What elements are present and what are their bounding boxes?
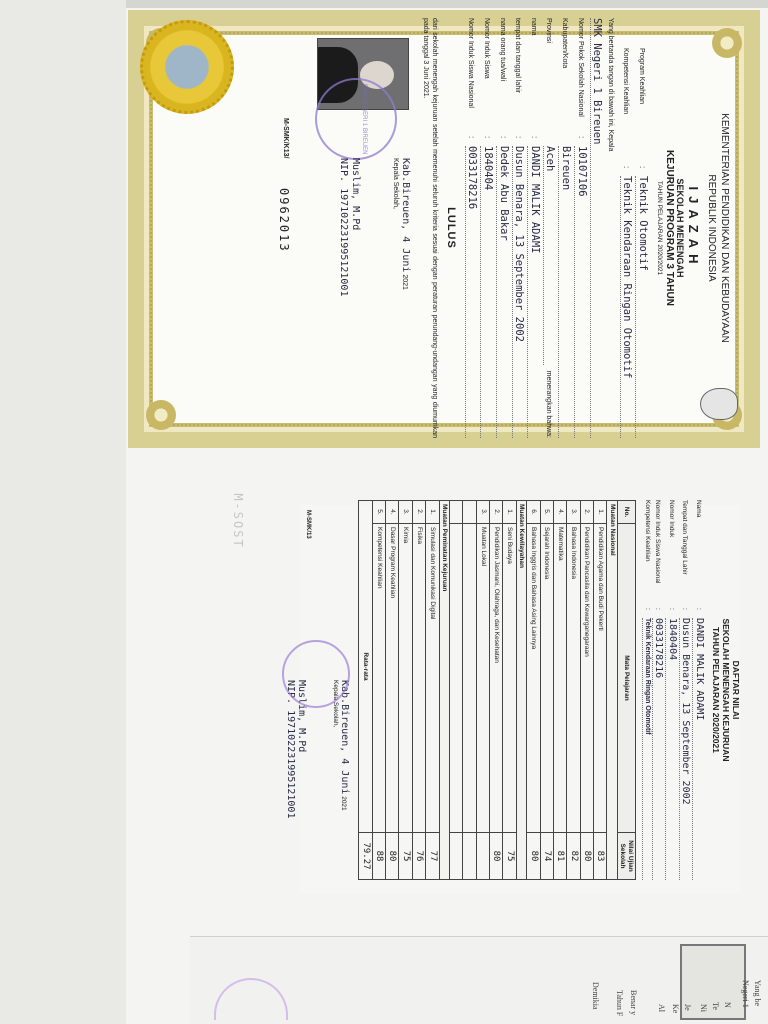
g-nis-value: 1840404 (665, 618, 678, 880)
g-comp-row: Kompetensi Keahlian : Teknik Kendaraan Ringan Otomotif (642, 500, 651, 880)
subject-name (450, 524, 463, 833)
p3-line8: Al (657, 1004, 666, 1012)
table-row (503, 501, 516, 880)
grades-title2: SEKOLAH MENENGAH KEJURUAN (721, 618, 732, 762)
grades-title1: DAFTAR NILAI (731, 660, 741, 720)
birth-label: tempat dan tanggal lahir (514, 18, 522, 94)
nis-value: 1840404 (480, 146, 494, 438)
graduation-status: LULUS (444, 207, 457, 249)
ministry-header (705, 18, 730, 438)
npsn-label: Nomor Pokok Sekolah Nasional (576, 18, 584, 117)
g-sign-year: 2021 (340, 796, 348, 811)
table-row (553, 501, 566, 880)
signer-nip: NIP. 197102231995121001 (337, 158, 349, 297)
grades-footer-code: M-SMK/13 (304, 510, 311, 539)
grades-signature-block (285, 680, 351, 880)
g-signer-title: Kepala Sekolah, (331, 680, 339, 728)
table-row (580, 501, 593, 880)
p3-line10: Tahun F (615, 990, 624, 1017)
subject-score: 75 (503, 833, 516, 880)
g-birth-value: Dusun Benara, 13 September 2002 (679, 618, 692, 880)
competency-label: Kompetensi Keahlian (622, 48, 630, 115)
province-label: Provinsi (545, 18, 553, 43)
table-row (450, 501, 463, 880)
g-birth-row: Tempat dan Tanggal Lahir : Dusun Benara, 13 September 2002 (679, 500, 692, 880)
subject-name: Bahasa Inggris dan Bahasa Asing Lainnya (527, 524, 540, 833)
certificate-content (136, 18, 736, 438)
sign-year: 2021 (400, 274, 408, 290)
province-row (543, 18, 557, 438)
grades-title3: TAHUN PELAJARAN 2020/2021 (711, 627, 722, 753)
grade-list-content (285, 500, 741, 880)
g-comp-label: Kompetensi Keahlian (643, 500, 651, 562)
row-number: 2. (490, 501, 503, 524)
group-name: Muatan Peminatan Kejuruan (439, 501, 449, 880)
subject-name: Seni Budaya (503, 524, 516, 833)
row-number: 4. (386, 501, 399, 524)
p3-line7: Ke (671, 1004, 680, 1014)
col-subject: Mata Pelajaran (617, 524, 635, 833)
col-no: No. (617, 501, 635, 524)
subject-name (463, 524, 476, 833)
row-number: 6. (527, 501, 540, 524)
subject-score: 80 (490, 833, 503, 880)
table-row (540, 501, 553, 880)
table-row (463, 501, 476, 880)
p3-line9: Benar y (629, 990, 638, 1016)
city-row (558, 18, 572, 438)
grades-body (372, 501, 617, 880)
school-type: SEKOLAH MENENGAH (675, 178, 686, 278)
average-value: 79.27 (359, 833, 372, 880)
school-year: TAHUN PELAJARAN 2020/2021 (655, 180, 663, 276)
birth-row: tempat dan tanggal lahir : Dusun Benara, 13 September 2002 (512, 18, 526, 438)
program-title: KEJURUAN PROGRAM 3 TAHUN (663, 150, 675, 306)
subject-name: Kompetensi Keahlian (372, 524, 385, 833)
subject-name: Fisika (412, 524, 425, 833)
table-row (386, 501, 399, 880)
subject-score: 80 (580, 833, 593, 880)
g-comp-value: Teknik Kendaraan Ringan Otomotif (642, 618, 651, 880)
grades-table (358, 500, 635, 880)
school-stamp (315, 78, 397, 160)
group-name: Muatan Kewilayahan (516, 501, 526, 880)
garuda-emblem-icon (700, 388, 738, 420)
p3-line2: Negeri 1 (741, 980, 750, 1008)
nisn-label: Nomor Induk Siswa Nasional (467, 18, 475, 108)
g-nisn-row: Nomor Induk Siswa Nasional : 0033178216 (652, 500, 665, 880)
school-name: SMK Negeri 1 Bireuen (590, 18, 604, 438)
subject-score: 82 (567, 833, 580, 880)
city-value: Bireuen (558, 146, 572, 438)
nis-row: Nomor Induk Siswa : 1840404 (480, 18, 494, 438)
subject-name: Pendidikan Pancasila dan Kewarganegaraan (580, 524, 593, 833)
average-row (359, 501, 372, 880)
subject-score: 80 (386, 833, 399, 880)
explains-text: menerangkan bahwa: (545, 370, 553, 438)
birth-value: Dusun Benara, 13 September 2002 (512, 146, 526, 438)
subject-name: Bahasa Indonesia (567, 524, 580, 833)
province-value: Aceh (543, 146, 557, 365)
subject-name: Simulasi dan Komunikasi Digital (426, 524, 439, 833)
table-row (426, 501, 439, 880)
competency-value: Teknik Kendaraan Ringan Otomotif (620, 176, 634, 438)
school-row (590, 18, 604, 438)
signature-area (337, 158, 411, 408)
row-number: 5. (372, 501, 385, 524)
subject-score: 88 (372, 833, 385, 880)
subject-score: 77 (426, 833, 439, 880)
table-row (412, 501, 425, 880)
subject-score: 76 (412, 833, 425, 880)
row-number: 1. (593, 501, 606, 524)
scanner-margin (0, 0, 126, 1024)
table-row (476, 501, 489, 880)
g-name-row: Nama : DANDI MALIK ADAMI (692, 500, 705, 880)
average-label: Rata-rata (359, 501, 372, 833)
table-row (593, 501, 606, 880)
stamp-mark-text: M-SOST (231, 493, 245, 549)
table-row (399, 501, 412, 880)
program-row: Program Keahlian : Teknik Otomotif (635, 18, 649, 438)
p3-line1: Yang be (753, 980, 762, 1007)
g-nis-label: Nomor Induk (667, 500, 675, 538)
subject-name: Matematika (553, 524, 566, 833)
subject-name: Pendidikan Agama dan Budi Pekerti (593, 524, 606, 833)
certificate-title: IJAZAH (686, 186, 701, 270)
subject-score: 75 (399, 833, 412, 880)
table-row (567, 501, 580, 880)
competency-row: Kompetensi Keahlian : Teknik Kendaraan Ringan Otomotif (620, 18, 634, 438)
row-number: 3. (567, 501, 580, 524)
nis-label: Nomor Induk Siswa (483, 18, 491, 79)
subject-name: Dasar Program Keahlian (386, 524, 399, 833)
grades-group-row (607, 501, 617, 880)
certificate-number: 0962013 (276, 188, 291, 253)
table-row (527, 501, 540, 880)
subject-name: Kimia (399, 524, 412, 833)
table-row (372, 501, 385, 880)
p3-line6: Je (683, 1004, 692, 1011)
grades-group-row (516, 501, 526, 880)
g-nis-row: Nomor Induk : 1840404 (665, 500, 678, 880)
faint-stamp-mark (228, 484, 248, 558)
signer-title: Kepala Sekolah, (391, 158, 399, 209)
subject-name: Sejarah Indonesia (540, 524, 553, 833)
subject-name: Pendidikan Jasmani, Olahraga, dan Kesehatan (490, 524, 503, 833)
ministry-line1: KEMENTERIAN PENDIDIKAN DAN KEBUDAYAAN (719, 113, 730, 343)
grades-header-row (617, 501, 635, 880)
graduation-statement: dari sekolah menengah kejuruan setelah memenuhi seluruh kriteria sesuai dengan peraturan perundang-undangan yang diumumkan pada tanggal 3 Juni 2021. (422, 18, 438, 438)
g-signer-name: Muslim, M.Pd (296, 680, 308, 753)
npsn-row: Nomor Pokok Sekolah Nasional : 10107106 (574, 18, 588, 438)
certificate-signature-block (221, 18, 411, 438)
place-date: Kab.Bireuen, 4 Juni (399, 158, 411, 273)
row-number: 1. (426, 501, 439, 524)
row-number: 1. (503, 501, 516, 524)
g-name-label: Nama (694, 500, 702, 518)
p3-line3: N (723, 1002, 732, 1008)
certificate-code: M-SMK/K13/ (281, 118, 289, 159)
name-value: DANDI MALIK ADAMI (527, 146, 541, 438)
subject-score (476, 833, 489, 880)
name-row: nama : DANDI MALIK ADAMI (527, 18, 541, 438)
parent-value: Dedek Abu Bakar (496, 146, 510, 438)
nisn-value: 0033178216 (465, 146, 479, 438)
table-row (490, 501, 503, 880)
parent-row: nama orang tua/wali : Dedek Abu Bakar (496, 18, 510, 438)
subject-score (463, 833, 476, 880)
g-nisn-value: 0033178216 (652, 618, 665, 880)
ministry-line2: REPUBLIK INDONESIA (706, 174, 718, 282)
grades-group-row (439, 501, 449, 880)
intro-text: Yang bertanda tangan di bawah ini, Kepala (606, 18, 614, 152)
g-nisn-label: Nomor Induk Siswa Nasional (654, 500, 662, 584)
g-birth-label: Tempat dan Tanggal Lahir (681, 500, 689, 575)
subject-score: 81 (553, 833, 566, 880)
subject-score (450, 833, 463, 880)
stamp-text: SMK NEGERI 1 BIREUEN (360, 83, 367, 155)
p3-line5: Ni (699, 1004, 708, 1012)
group-name: Muatan Nasional (607, 501, 617, 880)
city-label: Kabupaten/Kota (561, 18, 569, 69)
g-place-date: Kab.Bireuen, 4 Juni (339, 680, 351, 795)
scan-shadow (126, 0, 768, 8)
row-number: 3. (399, 501, 412, 524)
parent-label: nama orang tua/wali (498, 18, 506, 82)
subject-score: 80 (527, 833, 540, 880)
col-score: Nilai Ujian Sekolah (617, 833, 635, 880)
g-name-value: DANDI MALIK ADAMI (692, 618, 705, 880)
p3-line11: Demikia (591, 982, 600, 1010)
npsn-value: 10107106 (574, 146, 588, 438)
program-value: Teknik Otomotif (635, 176, 649, 438)
row-number: 3. (476, 501, 489, 524)
program-label: Program Keahlian (637, 48, 645, 105)
row-number: 5. (540, 501, 553, 524)
g-signer-nip: NIP. 197102231995121001 (285, 680, 296, 819)
row-number (463, 501, 476, 524)
grades-school-stamp (282, 640, 350, 708)
student-info (642, 500, 705, 880)
signer-name: Muslim, M.Pd (349, 158, 361, 231)
row-number: 2. (412, 501, 425, 524)
name-label: nama (529, 18, 537, 36)
row-number: 2. (580, 501, 593, 524)
subject-name: Muatan Lokal (476, 524, 489, 833)
nisn-row: Nomor Induk Siswa Nasional : 0033178216 (465, 18, 479, 438)
row-number: 4. (553, 501, 566, 524)
row-number (450, 501, 463, 524)
subject-score: 74 (540, 833, 553, 880)
p3-line4: Te (711, 1002, 720, 1010)
subject-score: 83 (593, 833, 606, 880)
